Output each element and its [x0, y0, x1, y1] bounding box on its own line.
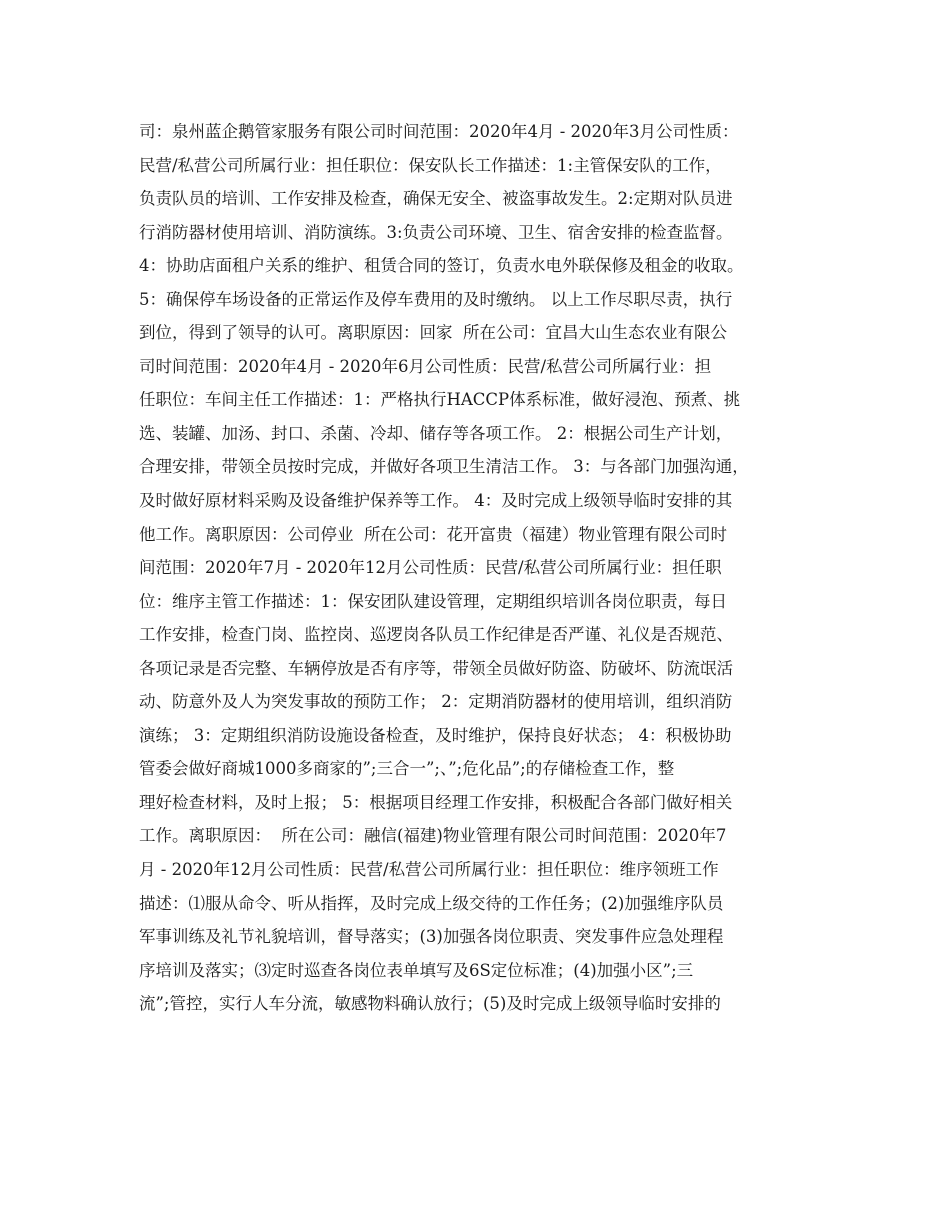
text-line: 间范围：2020年7月 - 2020年12月公司性质：民营/私营公司所属行业：担任职	[139, 558, 722, 578]
text-line: 司时间范围：2020年4月 - 2020年6月公司性质：民营/私营公司所属行业：担	[139, 356, 712, 376]
text-line: 月 - 2020年12月公司性质：民营/私营公司所属行业：担任职位：维序领班工作	[139, 860, 719, 880]
text-line: 合理安排，带领全员按时完成，并做好各项卫生清洁工作。 3：与各部门加强沟通，	[139, 457, 749, 477]
text-line: 及时做好原材料采购及设备维护保养等工作。 4：及时完成上级领导临时安排的其	[139, 491, 733, 511]
text-line: 工作。离职原因： 所在公司：融信(福建)物业管理有限公司时间范围：2020年7	[139, 826, 727, 846]
text-line: 军事训练及礼节礼貌培训，督导落实；(3)加强各岗位职责、突发事件应急处理程	[139, 927, 724, 947]
text-line: 位：维序主管工作描述：1：保安团队建设管理，定期组织培训各岗位职责，每日	[139, 591, 727, 611]
text-line: 动、防意外及人为突发事故的预防工作； 2：定期消防器材的使用培训，组织消防	[139, 692, 733, 712]
text-line: 理好检查材料，及时上报； 5：根据项目经理工作安排，积极配合各部门做好相关	[139, 792, 733, 812]
text-line: 管委会做好商城1000多商家的”;三合一”;、”;危化品”;的存储检查工作，整	[139, 759, 675, 779]
text-line: 各项记录是否完整、车辆停放是否有序等，带领全员做好防盗、防破坏、防流氓活	[139, 658, 733, 678]
text-line: 序培训及落实；⑶定时巡查各岗位表单填写及6S定位标准；(4)加强小区”;三	[139, 960, 694, 980]
text-line: 流”;管控，实行人车分流，敏感物料确认放行；(5)及时完成上级领导临时安排的	[139, 994, 721, 1014]
text-line: 到位，得到了领导的认可。离职原因：回家 所在公司：宜昌大山生态农业有限公	[139, 323, 727, 343]
text-line: 行消防器材使用培训、消防演练。3:负责公司环境、卫生、宿舍安排的检查监督。	[139, 222, 733, 242]
text-line: 民营/私营公司所属行业：担任职位：保安队长工作描述：1:主管保安队的工作，	[139, 155, 722, 175]
text-line: 描述：⑴服从命令、听从指挥，及时完成上级交待的工作任务；(2)加强维序队员	[139, 893, 724, 913]
text-line: 工作安排，检查门岗、监控岗、巡逻岗各队员工作纪律是否严谨、礼仪是否规范、	[139, 625, 733, 645]
text-line: 4：协助店面租户关系的维护、租赁合同的签订，负责水电外联保修及租金的收取。	[139, 256, 744, 276]
text-line: 任职位：车间主任工作描述：1：严格执行HACCP体系标准，做好浸泡、预煮、挑	[139, 390, 741, 410]
text-line: 5：确保停车场设备的正常运作及停车费用的及时缴纳。 以上工作尽职尽责，执行	[139, 289, 733, 309]
text-line: 司：泉州蓝企鹅管家服务有限公司时间范围：2020年4月 - 2020年3月公司性质：	[139, 122, 739, 141]
text-line: 他工作。离职原因：公司停业 所在公司：花开富贵（福建）物业管理有限公司时	[139, 524, 727, 544]
text-line: 选、装罐、加汤、封口、杀菌、冷却、储存等各项工作。 2：根据公司生产计划，	[139, 423, 733, 443]
text-line: 负责队员的培训、工作安排及检查，确保无安全、被盗事故发生。2:定期对队员进	[139, 189, 733, 209]
document-body-text	[139, 115, 819, 1021]
text-line: 演练； 3：定期组织消防设施设备检查，及时维护，保持良好状态； 4：积极协助	[139, 725, 732, 745]
